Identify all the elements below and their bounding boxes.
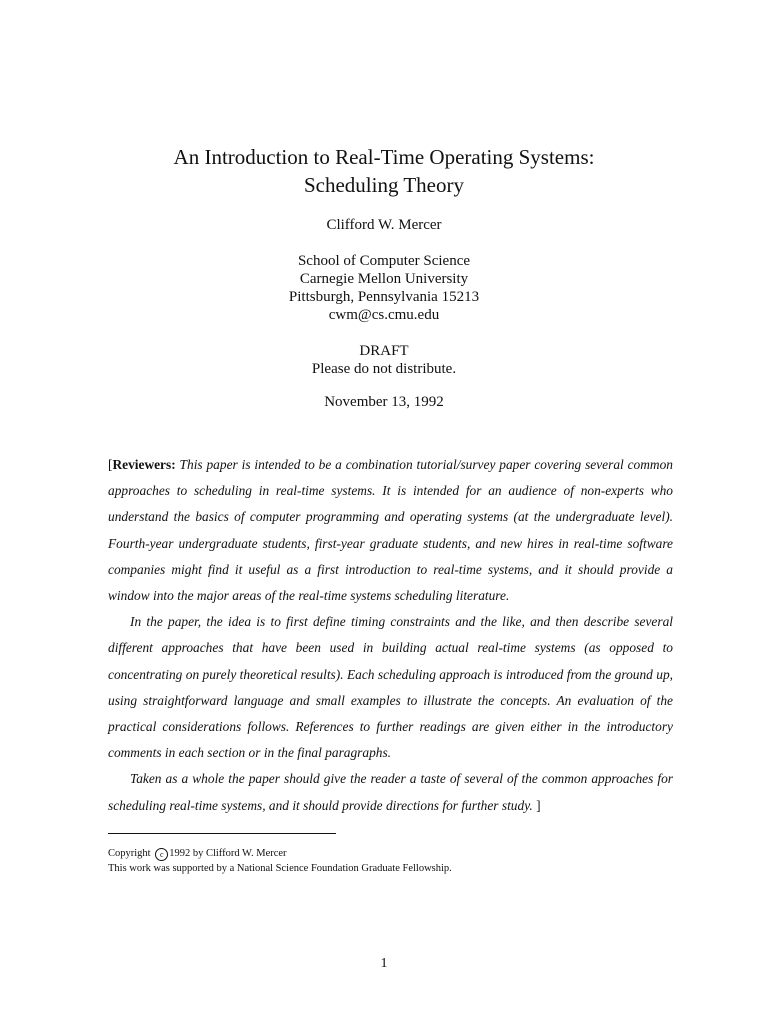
footnote-divider: [108, 833, 336, 834]
reviewers-text-1: This paper is intended to be a combination tutorial/survey paper covering several common approaches to scheduling in real-time systems. It is intended for an audience of non-experts who understand the basics of computer programming and operating systems (at the undergraduate level). Fourth-year undergraduate students, first-year graduate students, and new hires in real-time software companies might find it useful as a first introduction to real-time systems, and it should provide a window into the major areas of the real-time systems scheduling literature.: [108, 457, 673, 604]
reviewers-label: Reviewers:: [112, 457, 176, 472]
reviewers-text-3: Taken as a whole the paper should give the reader a taste of several of the common approaches for scheduling real-time systems, and it should provide directions for further study.: [108, 771, 673, 813]
footnote: [108, 846, 452, 876]
affiliation-block: [0, 252, 768, 324]
title-line-2: Scheduling Theory: [303, 173, 464, 197]
reviewers-text-2: In the paper, the idea is to first define timing constraints and the like, and then describe several different approaches that have been used in building actual real-time systems (as opposed to concentrating on purely theoretical results). Each scheduling approach is introduced from the ground up, using straightforward language and small examples to illustrate the concepts. An evaluation of the practical considerations follows. References to further readings are given either in the introductory comments in each section or in the final paragraphs.: [108, 614, 673, 761]
copyright-prefix: Copyright: [108, 848, 151, 859]
funding-line: This work was supported by a National Science Foundation Graduate Fellowship.: [108, 863, 452, 874]
title-line-1: An Introduction to Real-Time Operating Systems:: [173, 145, 595, 169]
paper-title: [0, 143, 768, 199]
reviewers-paragraph-3: [108, 766, 673, 818]
email: cwm@cs.cmu.edu: [328, 307, 440, 323]
reviewers-note: [108, 452, 673, 819]
copyright-line: [108, 846, 452, 861]
paper-date: November 13, 1992: [324, 394, 444, 410]
location: Pittsburgh, Pennsylvania 15213: [288, 289, 480, 305]
close-bracket: ]: [536, 797, 541, 813]
draft-status: DRAFT: [359, 343, 409, 359]
copyright-rest: 1992 by Clifford W. Mercer: [169, 848, 287, 859]
reviewers-paragraph-2: [108, 609, 673, 766]
open-bracket: [: [108, 457, 113, 472]
university: Carnegie Mellon University: [299, 271, 469, 287]
distribution-note: Please do not distribute.: [311, 361, 457, 377]
author-name: Clifford W. Mercer: [326, 217, 442, 233]
draft-notice: [0, 342, 768, 378]
reviewers-paragraph-1: [108, 452, 673, 609]
copyright-icon: c: [155, 848, 168, 861]
department: School of Computer Science: [297, 253, 471, 269]
page-number: 1: [380, 956, 388, 971]
